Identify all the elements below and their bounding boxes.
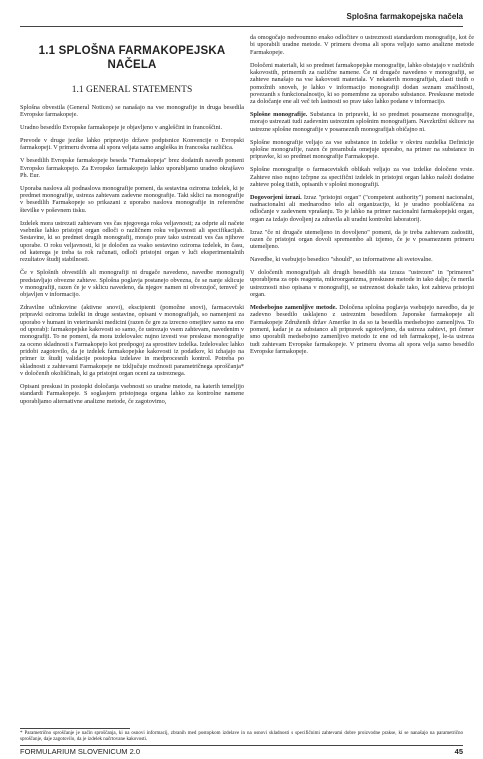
paragraph: V določenih monografijah ali drugih besedilih sta izraza "ustrezen" in "primeren" uporabljena za opis reagenta, mikroorganizma, preskusne metode in tako dalje; če merila ustreznosti niso opisana v monografiji, se ustreznost dokaže tako, kot zahteva pristojni organ.: [250, 268, 474, 298]
paragraph: Uradno besedilo Evropske farmakopeje je objavljeno v angleščini in francoščini.: [20, 124, 223, 132]
paragraph: Izraz "če ni drugače utemeljeno in dovoljeno" pomeni, da je treba zahtevam zadostiti, razen če pristojni organ dovoli spremembo ali izjemo, če je v posameznem primeru utemeljeno.: [250, 228, 474, 251]
page-number: 45: [454, 747, 463, 756]
running-header: Splošna farmakopejska načela: [346, 12, 463, 21]
paragraph: da omogočajo nedvoumno enako odločitev o ustreznosti standardom monografije, kot če bi uporabili uradne metode. V primeru dvoma ali spora veljajo samo analizne metode Farmakopeje.: [250, 34, 474, 56]
footer-publication-title: FORMULARIUM SLOVENICUM 2.0: [20, 747, 141, 756]
paragraph-with-run-in: [250, 194, 474, 223]
paragraph-body: Substanca in pripravki, ki so predmet posamezne monografije, morajo ustrezati tudi zadevnim ustreznim splošnim monografijam. Navzkrižni sklicev na ustrezne splošne monografije v posameznih monografijah običajno ni.: [250, 111, 475, 133]
paragraph-body: Določena splošna poglavja vsebujejo navedbo, da je zadevno besedilo usklajeno z ustreznim besedilom Japonske farmakopeje ali Farmakopeje Združenih držav Amerike in da so ta besedila medsebojno zamenljiva. To pomeni, kadar je za substanco ali pripravek ugotovljeno, da ustreza zahtevi, pri čemer smo uporabili medsebojno zamenljivo metodo iz ene od teh farmakopej, le-ta ustreza tudi zahtevam Evropske farmakopeje. V primeru dvoma ali spora velja samo besedilo Evropske farmakopeje.: [250, 303, 474, 355]
paragraph: Določeni materiali, ki so predmet farmakopejske monografije, lahko obstajajo v različnih kakovostih, primernih za različne namene. Če ni drugače navedeno v monografiji, se zahteve nanašajo na vse kakovosti materiala. V nekaterih monografijah, zlasti tistih o pomožnih snoveh, je lahko v informacijo monografiji dodan seznam značilnosti, povezanih s funkcionalnostjo, ki so pomembne za uporabo substance. Preskusne metode za določanje ene ali več teh lastnosti so prav tako lahko podane v informacijo.: [250, 61, 474, 106]
paragraph: Zdravilne učinkovine (aktivne snovi), ekscipienti (pomožne snovi), farmacevtski pripravki oziroma izdelki in druge sestavine, opisani v monografijah, so namenjeni za uporabo v humani in veterinarski medicini (razen če gre za izrecno omejitev samo na eno od uporab): farmakopejske kakovosti so samo, če ustrezajo vsem zahtevam, navedenim v monografiji. To ne pomeni, da mora izdelovalec nujno izvesti vse preskuse monografije za oceno skladnosti s Farmakopejo kot predpogoj za sprostitev izdelka. Izdelovalec lahko pridobi zagotovilo, da je izdelek farmakopejske kakovosti iz podatkov, ki izhajajo na primer iz študij validacije postopka izdelave in medprocesnih kontrol. Potreba po skladnosti z zahtevami Farmakopeje ne izključuje možnosti parametričnega sproščanja* v določenih okoliščinah, ki ga pristojni organ oceni za ustreznega.: [20, 304, 244, 378]
footer-rule: [20, 745, 463, 746]
paragraph: Splošna obvestila (General Notices) se nanašajo na vse monografije in druga besedila Evropske farmakopeje.: [20, 104, 244, 119]
paragraph: Če v Splošnih obvestilih ali monografiji ni drugače navedeno, navedbe monografij predstavljajo obvezne zahteve. Splošna poglavja postanejo obvezna, če se nanje sklicuje v monografiji, razen če je v sklicu navedeno, da njegov namen ni obvezujoč, temveč je objavljen v informacijo.: [20, 269, 244, 299]
section-subtitle: 1.1 GENERAL STATEMENTS: [71, 85, 193, 95]
section-title: 1.1 SPLOŠNA FARMAKOPEJSKA NAČELA: [38, 45, 226, 71]
paragraph: Navedbe, ki vsebujejo besedico "should", so informativne ali svetovalne.: [250, 256, 433, 264]
paragraph-with-run-in: [250, 111, 474, 133]
right-column: [250, 34, 474, 361]
paragraph: Splošne monografije o farmacevtskih oblikah veljajo za vse izdelke določene vrste. Zahteve niso nujno izčrpne za specifični izdelek in pristojni organ lahko naloži dodatne zahteve poleg tistih, opisanih v splošni monografiji.: [250, 166, 474, 188]
header-rule: [20, 26, 463, 27]
paragraph: Prevode v druge jezike lahko pripravijo države podpisnice Konvencije o Evropski farmakopeji. V primeru dvoma ali spora veljata samo angleška in francoska različica.: [20, 137, 244, 152]
paragraph-with-run-in: [250, 304, 474, 355]
footnote: * Parametrično sproščanje je način sproščanja, ki na osnovi informacij, zbranih med postopkom izdelave in na osnovi skladnosti s specifičnimi zahtevami dobre proizvodne prakse, ki se nanašajo na parametrično sproščanje, daje zagotovilo, da je izdelek načrtovane kakovosti.: [20, 731, 463, 742]
paragraph-body: Izraz "pristojni organ" ("competent authority") pomeni nacionalni, nadnacionalni ali mednarodno telo ali organizacijo, ki je uradno pooblaščena za odločanje v zadevnem vprašanju. To je lahko na primer nacionalni farmakopejski organ, organ za izdajo dovoljenj za zdravila ali uradni kontrolni laboratorij.: [250, 193, 474, 223]
paragraph: V besedilih Evropske farmakopeje beseda "Farmakopeja" brez dodatnih navedb pomeni Evropsko farmakopejo. Za Evropsko farmakopejo lahko uporabljamo uradno okrajšavo Ph. Eur.: [20, 157, 244, 179]
left-column: [20, 34, 244, 411]
paragraph: Uporaba naslova ali podnaslova monografije pomeni, da sestavina oziroma izdelek, ki je predmet monografije, ustreza zahtevam zadevne monografije. Taki sklici na monografije v besedilih Farmakopeje so prikazani z uporabo naslova monografije in referenčne številke v poševnem tisku.: [20, 184, 244, 214]
paragraph: Opisani preskusi in postopki določanja vsebnosti so uradne metode, na katerih temeljijo standardi Farmakopeje. S soglasjem pristojnega organa lahko za kontrolne namene uporabljamo alternativne analizne metode, če zagotovimo,: [20, 383, 244, 405]
paragraph: Splošne monografije veljajo za vse substance in izdelke v okviru razdelka Definicije splošne monografije, razen če preambula omejuje uporabo, na primer na substance in pripravke, ki so predmet monografije Farmakopeje.: [250, 138, 474, 161]
paragraph: Izdelek mora ustrezati zahtevam ves čas njegovega roka veljavnosti; za odprte ali načete vsebnike lahko pristojni organ odloči o različnem roku veljavnosti ali specifikacijah. Sestavine, ki so predmet drugih monografij, morajo prav tako ustrezati ves čas njihove uporabe. O roku veljavnosti, ki je določen za vsako sestavino oziroma izdelek, in času, od katerega je treba ta rok računati, odloči pristojni organ v luči eksperimentalnih rezultatov študij stabilnosti.: [20, 219, 244, 264]
run-in-heading: Dogovorjeni izrazi.: [250, 193, 302, 201]
run-in-heading: Medsebojno zamenljive metode.: [250, 303, 337, 311]
footnote-rule: [20, 728, 130, 729]
run-in-heading: Splošne monografije.: [250, 111, 308, 119]
